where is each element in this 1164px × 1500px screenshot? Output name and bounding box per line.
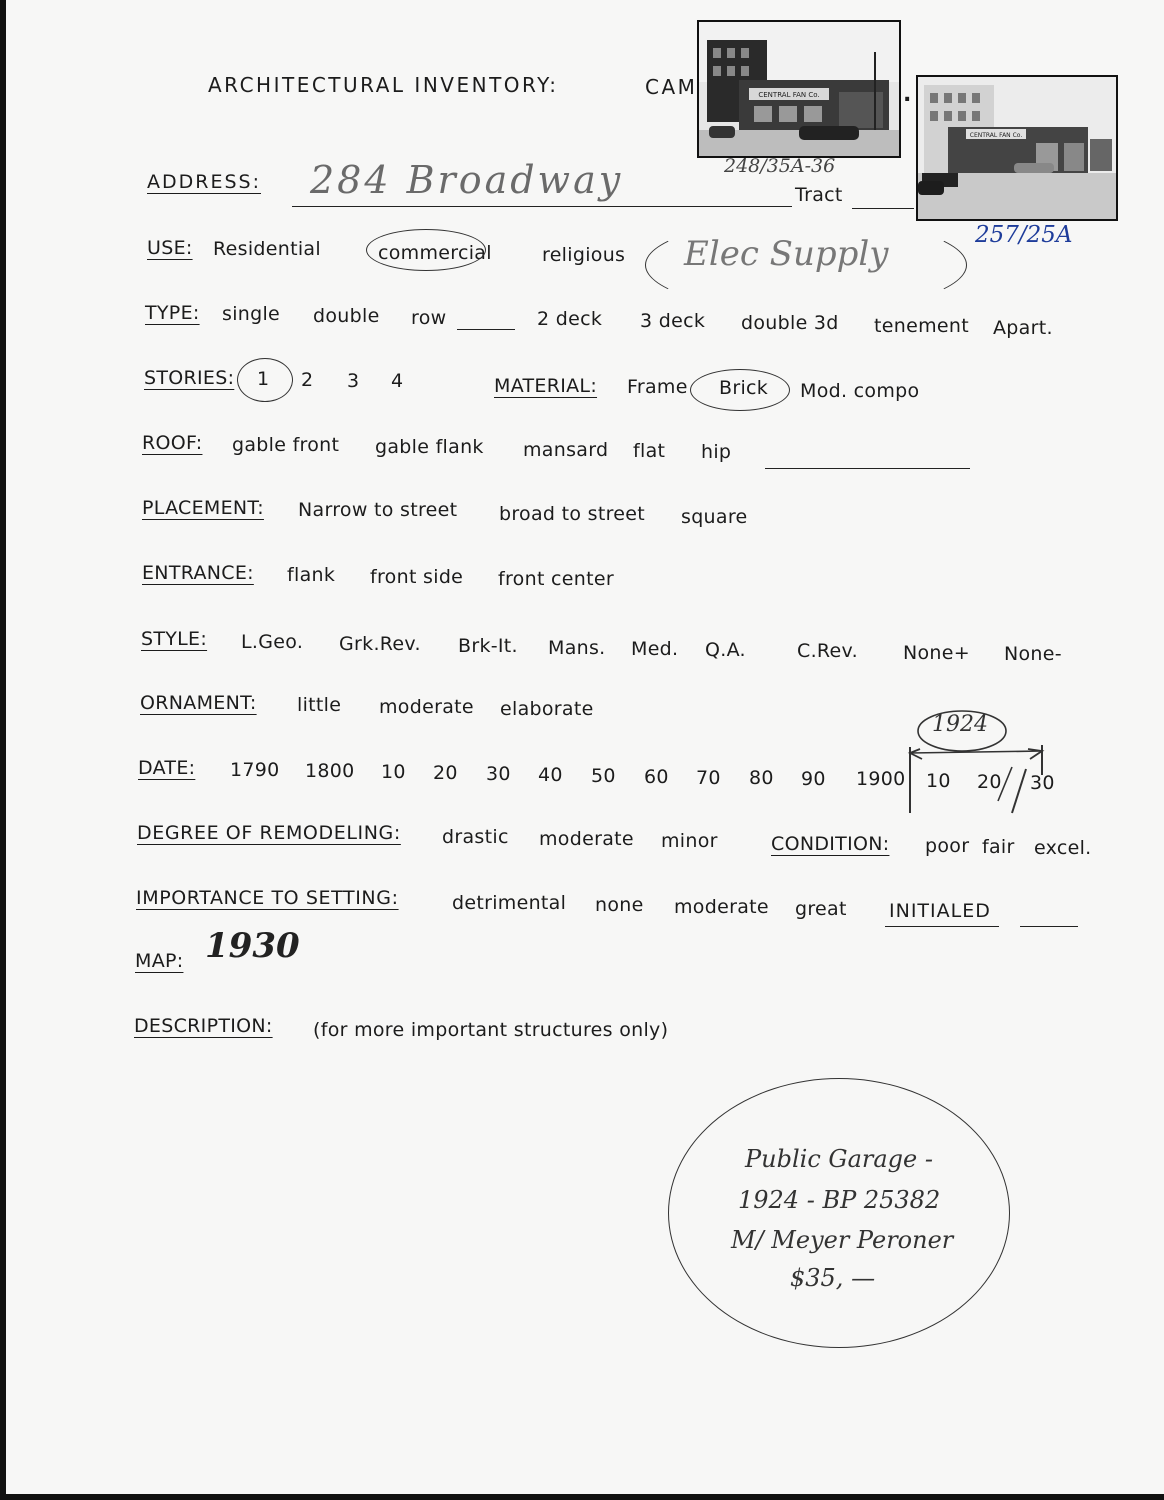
date-option-40: 40 — [538, 764, 563, 786]
material-option-frame: Frame — [627, 376, 688, 398]
date-option-70: 70 — [696, 767, 721, 789]
roof-option-gable-front: gable front — [232, 434, 340, 456]
date-option-1930: 30 — [1030, 772, 1055, 794]
use-label: USE: — [147, 237, 193, 259]
roof-option-flat: flat — [633, 440, 666, 462]
entrance-label: ENTRANCE: — [142, 562, 254, 584]
use-note: Elec Supply — [684, 234, 889, 274]
entrance-option-front-side: front side — [370, 566, 464, 588]
initialed-label: INITIALED — [889, 900, 991, 922]
date-option-80: 80 — [749, 767, 774, 789]
remodeling-option-drastic: drastic — [442, 826, 509, 848]
style-option-qa: Q.A. — [705, 639, 746, 661]
address-line — [292, 206, 792, 207]
building-photo-1 — [697, 20, 901, 158]
type-option-3deck: 3 deck — [640, 310, 706, 332]
importance-option-moderate: moderate — [674, 896, 769, 918]
tract-label: Tract — [795, 184, 843, 206]
description-line-4: $35, — — [790, 1264, 876, 1292]
date-option-30: 30 — [486, 763, 511, 785]
description-line-3: M/ Meyer Peroner — [731, 1226, 954, 1254]
title-dot: . — [903, 82, 912, 107]
type-option-double: double — [313, 305, 380, 327]
form-title: ARCHITECTURAL INVENTORY: — [208, 73, 559, 97]
ornament-option-little: little — [297, 694, 342, 716]
photo2-caption: 257/25A — [975, 222, 1073, 248]
date-label: DATE: — [138, 757, 196, 779]
style-option-none-plus: None+ — [903, 642, 970, 664]
date-note: 1924 — [932, 712, 988, 737]
material-option-brick: Brick — [719, 377, 769, 399]
placement-option-narrow: Narrow to street — [298, 499, 458, 521]
photo2-sign: CENTRAL FAN Co. — [969, 132, 1023, 139]
description-note: (for more important structures only) — [313, 1019, 669, 1041]
date-option-10: 10 — [381, 761, 406, 783]
initialed-underline — [885, 926, 999, 927]
photo1-sign: CENTRAL FAN Co. — [758, 91, 820, 99]
importance-option-detrimental: detrimental — [452, 892, 567, 914]
condition-option-fair: fair — [982, 836, 1015, 858]
ornament-label: ORNAMENT: — [140, 692, 257, 714]
condition-option-excel: excel. — [1034, 837, 1092, 859]
date-option-20: 20 — [433, 762, 458, 784]
remodeling-label: DEGREE OF REMODELING: — [137, 822, 401, 844]
importance-option-great: great — [795, 898, 847, 920]
style-option-crev: C.Rev. — [797, 640, 858, 662]
use-option-religious: religious — [542, 244, 626, 266]
date-option-1920: 20 — [977, 771, 1002, 793]
date-option-1790: 1790 — [230, 759, 280, 781]
tract-line — [852, 208, 914, 209]
style-option-med: Med. — [631, 638, 679, 660]
style-option-mans: Mans. — [548, 637, 606, 659]
date-option-50: 50 — [591, 765, 616, 787]
roof-option-hip: hip — [701, 441, 732, 463]
address-label: ADDRESS: — [147, 171, 261, 193]
material-selected-circle — [690, 369, 790, 411]
stories-selected-circle — [237, 358, 293, 402]
photo1-caption: 248/35A-36 — [724, 155, 836, 177]
form-title-cut: CAM — [645, 75, 698, 99]
date-option-1800: 1800 — [305, 760, 355, 782]
initialed-line — [1020, 926, 1078, 927]
roof-label: ROOF: — [142, 432, 203, 454]
material-option-modcompo: Mod. compo — [800, 380, 920, 402]
importance-label: IMPORTANCE TO SETTING: — [136, 887, 399, 909]
ornament-option-elaborate: elaborate — [500, 698, 594, 720]
entrance-option-front-center: front center — [498, 568, 614, 590]
style-option-brkit: Brk-It. — [458, 635, 518, 657]
material-label: MATERIAL: — [494, 375, 598, 397]
style-option-grkrev: Grk.Rev. — [339, 633, 421, 655]
type-option-single: single — [222, 303, 281, 325]
type-label: TYPE: — [145, 302, 200, 324]
building-photo-2 — [916, 75, 1118, 221]
roof-other-line — [765, 468, 970, 469]
importance-option-none: none — [595, 894, 644, 916]
description-label: DESCRIPTION: — [134, 1015, 273, 1037]
use-selected-circle — [366, 229, 486, 271]
map-value: 1930 — [205, 926, 300, 966]
condition-label: CONDITION: — [771, 833, 890, 855]
address-value: 284 Broadway — [310, 158, 624, 202]
scan-edge-bottom — [0, 1494, 1164, 1500]
placement-option-broad: broad to street — [499, 503, 646, 525]
type-option-double3d: double 3d — [741, 312, 839, 334]
description-line-2: 1924 - BP 25382 — [738, 1186, 941, 1214]
stories-option-4: 4 — [391, 370, 404, 392]
stories-label: STORIES: — [144, 367, 235, 389]
style-option-none-minus: None- — [1004, 643, 1062, 665]
use-option-commercial: commercial — [378, 242, 492, 264]
stories-option-1: 1 — [257, 368, 270, 390]
scan-edge-left — [0, 0, 6, 1500]
ornament-option-moderate: moderate — [379, 696, 474, 718]
type-option-tenement: tenement — [874, 315, 969, 337]
stories-option-3: 3 — [347, 370, 360, 392]
condition-option-poor: poor — [925, 835, 970, 857]
map-label: MAP: — [135, 950, 184, 972]
date-option-1910: 10 — [926, 770, 951, 792]
use-option-residential: Residential — [213, 238, 321, 260]
date-option-90: 90 — [801, 768, 826, 790]
roof-option-mansard: mansard — [523, 439, 609, 461]
style-label: STYLE: — [141, 628, 208, 650]
type-option-row: row — [411, 307, 447, 329]
remodeling-option-minor: minor — [661, 830, 718, 852]
placement-option-square: square — [681, 506, 748, 528]
style-option-lgeo: L.Geo. — [241, 631, 304, 653]
stories-option-2: 2 — [301, 369, 314, 391]
description-line-1: Public Garage - — [745, 1145, 933, 1173]
placement-label: PLACEMENT: — [142, 497, 264, 519]
roof-option-gable-flank: gable flank — [375, 436, 484, 458]
date-option-60: 60 — [644, 766, 669, 788]
entrance-option-flank: flank — [287, 564, 336, 586]
type-row-line — [457, 329, 515, 330]
remodeling-option-moderate: moderate — [539, 828, 634, 850]
date-option-1900: 1900 — [856, 768, 906, 790]
type-option-apart: Apart. — [993, 317, 1053, 339]
type-option-2deck: 2 deck — [537, 308, 603, 330]
